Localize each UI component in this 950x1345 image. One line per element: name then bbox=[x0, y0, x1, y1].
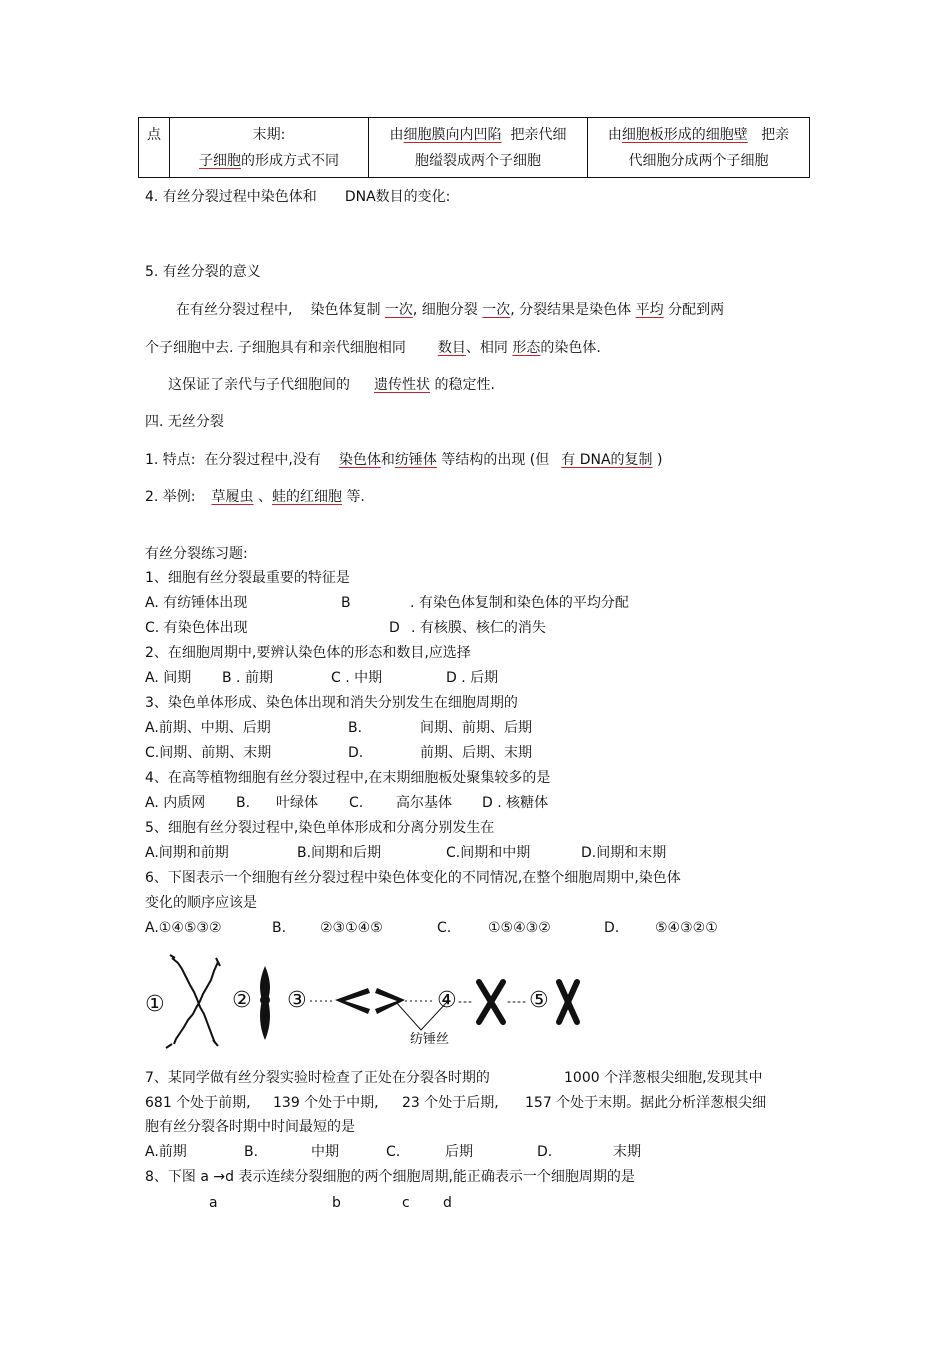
question-5: 5、细胞有丝分裂过程中,染色单体形成和分离分别发生在 bbox=[145, 820, 495, 836]
q8-label-b: b bbox=[332, 1195, 341, 1211]
q2-option-a: A. 间期 bbox=[145, 670, 192, 686]
underlined-answer: 一次 bbox=[482, 302, 511, 318]
q4-option-c-letter: C. bbox=[349, 795, 364, 811]
underlined-answer: 平均 bbox=[635, 302, 664, 318]
q4-option-d: D . 核糖体 bbox=[482, 795, 549, 811]
q3-option-d-letter: D. bbox=[348, 745, 364, 761]
q4-option-a: A. 内质网 bbox=[145, 795, 206, 811]
chromosome-2-shape bbox=[260, 966, 270, 1040]
q7-option-c-letter: C. bbox=[386, 1144, 401, 1160]
q2-option-b: B . 前期 bbox=[222, 670, 273, 686]
q3-option-b: 间期、前期、后期 bbox=[420, 720, 532, 736]
text: 1. 特点: bbox=[145, 452, 196, 468]
text: 2. 举例: bbox=[145, 489, 196, 505]
q3-option-a: A.前期、中期、后期 bbox=[145, 720, 271, 736]
text: 在有丝分裂过程中, bbox=[176, 302, 293, 318]
q7-option-a: A.前期 bbox=[145, 1144, 187, 1160]
q8-label-d: d bbox=[443, 1195, 452, 1211]
text: 等结构的出现 (但 bbox=[441, 452, 550, 468]
underlined-answer: 遗传性状 bbox=[374, 377, 430, 393]
q1-option-b: . 有染色体复制和染色体的平均分配 bbox=[410, 595, 629, 611]
text: ) bbox=[657, 452, 663, 468]
question-4: 4、在高等植物细胞有丝分裂过程中,在末期细胞板处聚集较多的是 bbox=[145, 770, 551, 786]
text: 染色体复制 bbox=[310, 302, 381, 318]
cell-text: 把亲代细 bbox=[510, 127, 567, 143]
figure-number-4: ④ bbox=[437, 988, 457, 1013]
q2-option-c: C . 中期 bbox=[331, 670, 383, 686]
text: 、相同 bbox=[465, 340, 508, 356]
question-7-line-1b: 1000 个洋葱根尖细胞,发现其中 bbox=[564, 1070, 763, 1086]
q7-option-b: 中期 bbox=[311, 1144, 339, 1160]
underlined-answer: 数目 bbox=[437, 340, 466, 356]
cell-text: 点 bbox=[147, 127, 161, 143]
cell-text: 由 bbox=[389, 127, 404, 143]
q7-option-b-letter: B. bbox=[244, 1144, 259, 1160]
q7-option-d-letter: D. bbox=[537, 1144, 553, 1160]
q6-option-d-letter: D. bbox=[604, 920, 620, 936]
text: 分配到两 bbox=[668, 302, 725, 318]
text: 的染色体. bbox=[540, 340, 601, 356]
q2-option-d: D . 后期 bbox=[446, 670, 499, 686]
underlined-answer: 细胞膜向内凹陷 bbox=[403, 127, 502, 143]
figure-number-1: ① bbox=[145, 992, 165, 1017]
q4-option-c: 高尔基体 bbox=[396, 795, 452, 811]
q3-option-b-letter: B. bbox=[348, 720, 363, 736]
question-7-line-1a: 7、某同学做有丝分裂实验时检查了正处在分裂各时期的 bbox=[145, 1070, 490, 1086]
cell-text: 代细胞分成两个子细胞 bbox=[628, 153, 769, 169]
text: , 细胞分裂 bbox=[412, 302, 478, 318]
chromosome-5-shape bbox=[559, 982, 577, 1022]
question-7-line-2d: 157 个处于末期。据此分析洋葱根尖细 bbox=[525, 1095, 767, 1111]
chromosome-4-shape bbox=[459, 982, 528, 1022]
cell-text: 胞缢裂成两个子细胞 bbox=[415, 153, 541, 169]
section-5-heading: 5. 有丝分裂的意义 bbox=[145, 264, 261, 280]
q1-option-a: A. 有纺锤体出现 bbox=[145, 595, 248, 611]
chromosome-3-shape bbox=[310, 988, 447, 1030]
q6-option-d: ⑤④③②① bbox=[655, 920, 718, 936]
text: DNA数目的变化: bbox=[344, 189, 451, 205]
figure-number-2: ② bbox=[232, 988, 252, 1013]
q8-label-c: c bbox=[402, 1195, 410, 1211]
section-iv-heading: 四. 无丝分裂 bbox=[145, 414, 224, 430]
question-7-line-3: 胞有丝分裂各时期中时间最短的是 bbox=[145, 1119, 355, 1135]
q1-option-d: . 有核膜、核仁的消失 bbox=[411, 620, 546, 636]
q6-option-a: A.①④⑤③② bbox=[145, 920, 222, 936]
question-2: 2、在细胞周期中,要辨认染色体的形态和数目,应选择 bbox=[145, 645, 471, 661]
q8-label-a: a bbox=[209, 1195, 218, 1211]
q6-option-b-letter: B. bbox=[272, 920, 287, 936]
underlined-answer: 一次 bbox=[384, 302, 413, 318]
figure-number-5: ⑤ bbox=[529, 988, 549, 1013]
question-6-line-1: 6、下图表示一个细胞有丝分裂过程中染色体变化的不同情况,在整个细胞周期中,染色体 bbox=[145, 870, 681, 886]
q7-option-c: 后期 bbox=[445, 1144, 473, 1160]
cell-text: 的形成方式不同 bbox=[241, 153, 339, 169]
question-3: 3、染色单体形成、染色体出现和消失分别发生在细胞周期的 bbox=[145, 695, 518, 711]
q5-option-a: A.间期和前期 bbox=[145, 845, 229, 861]
q1-option-c: C. 有染色体出现 bbox=[145, 620, 248, 636]
exercises-title: 有丝分裂练习题: bbox=[145, 546, 248, 562]
q7-option-d: 末期 bbox=[613, 1144, 641, 1160]
text: 这保证了亲代与子代细胞间的 bbox=[168, 377, 350, 393]
question-6-line-2: 变化的顺序应该是 bbox=[145, 895, 257, 911]
question-7-line-2b: 139 个处于中期, bbox=[273, 1095, 379, 1111]
q5-option-d: D.间期和末期 bbox=[581, 845, 667, 861]
q5-option-c: C.间期和中期 bbox=[446, 845, 531, 861]
underlined-answer: 草履虫 bbox=[211, 489, 254, 505]
question-8: 8、下图 a →d 表示连续分裂细胞的两个细胞周期,能正确表示一个细胞周期的是 bbox=[145, 1169, 635, 1185]
text: 的稳定性. bbox=[434, 377, 495, 393]
text: 、 bbox=[257, 489, 272, 505]
figure-number-3: ③ bbox=[287, 988, 307, 1013]
cell-text: 由 bbox=[607, 127, 622, 143]
q5-option-b: B.间期和后期 bbox=[297, 845, 382, 861]
question-1: 1、细胞有丝分裂最重要的特征是 bbox=[145, 570, 350, 586]
q6-option-c-letter: C. bbox=[437, 920, 452, 936]
text: 等. bbox=[346, 489, 365, 505]
underlined-answer: 蛙的红细胞 bbox=[271, 489, 342, 505]
text: 和 bbox=[380, 452, 395, 468]
text: 个子细胞中去. 子细胞具有和亲代细胞相同 bbox=[145, 340, 406, 356]
underlined-answer: 形态 bbox=[512, 340, 541, 356]
q6-option-c: ①⑤④③② bbox=[488, 920, 551, 936]
underlined-answer: 有 DNA的复制 bbox=[561, 452, 653, 468]
q1-option-b-letter: B bbox=[341, 595, 351, 611]
q4-option-b: 叶绿体 bbox=[276, 795, 318, 811]
q3-option-c: C.间期、前期、末期 bbox=[145, 745, 272, 761]
cell-text: 把亲 bbox=[761, 127, 790, 143]
q3-option-d: 前期、后期、末期 bbox=[420, 745, 532, 761]
q6-option-b: ②③①④⑤ bbox=[320, 920, 383, 936]
text: , 分裂结果是染色体 bbox=[510, 302, 632, 318]
spindle-fiber-label: 纺锤丝 bbox=[410, 1032, 450, 1047]
q4-option-b-letter: B. bbox=[236, 795, 251, 811]
underlined-answer: 细胞板形成的细胞壁 bbox=[621, 127, 748, 143]
text: 在分裂过程中,没有 bbox=[204, 452, 321, 468]
chromosome-1-shape bbox=[166, 955, 220, 1048]
text: 4. 有丝分裂过程中染色体和 bbox=[145, 189, 317, 205]
question-7-line-2a: 681 个处于前期, bbox=[145, 1095, 251, 1111]
underlined-answer: 纺锤体 bbox=[394, 452, 437, 468]
q1-option-d-letter: D bbox=[389, 620, 400, 636]
underlined-answer: 子细胞 bbox=[199, 153, 241, 169]
question-7-line-2c: 23 个处于后期, bbox=[402, 1095, 499, 1111]
cell-text: 末期: bbox=[252, 127, 286, 143]
underlined-answer: 染色体 bbox=[338, 452, 381, 468]
